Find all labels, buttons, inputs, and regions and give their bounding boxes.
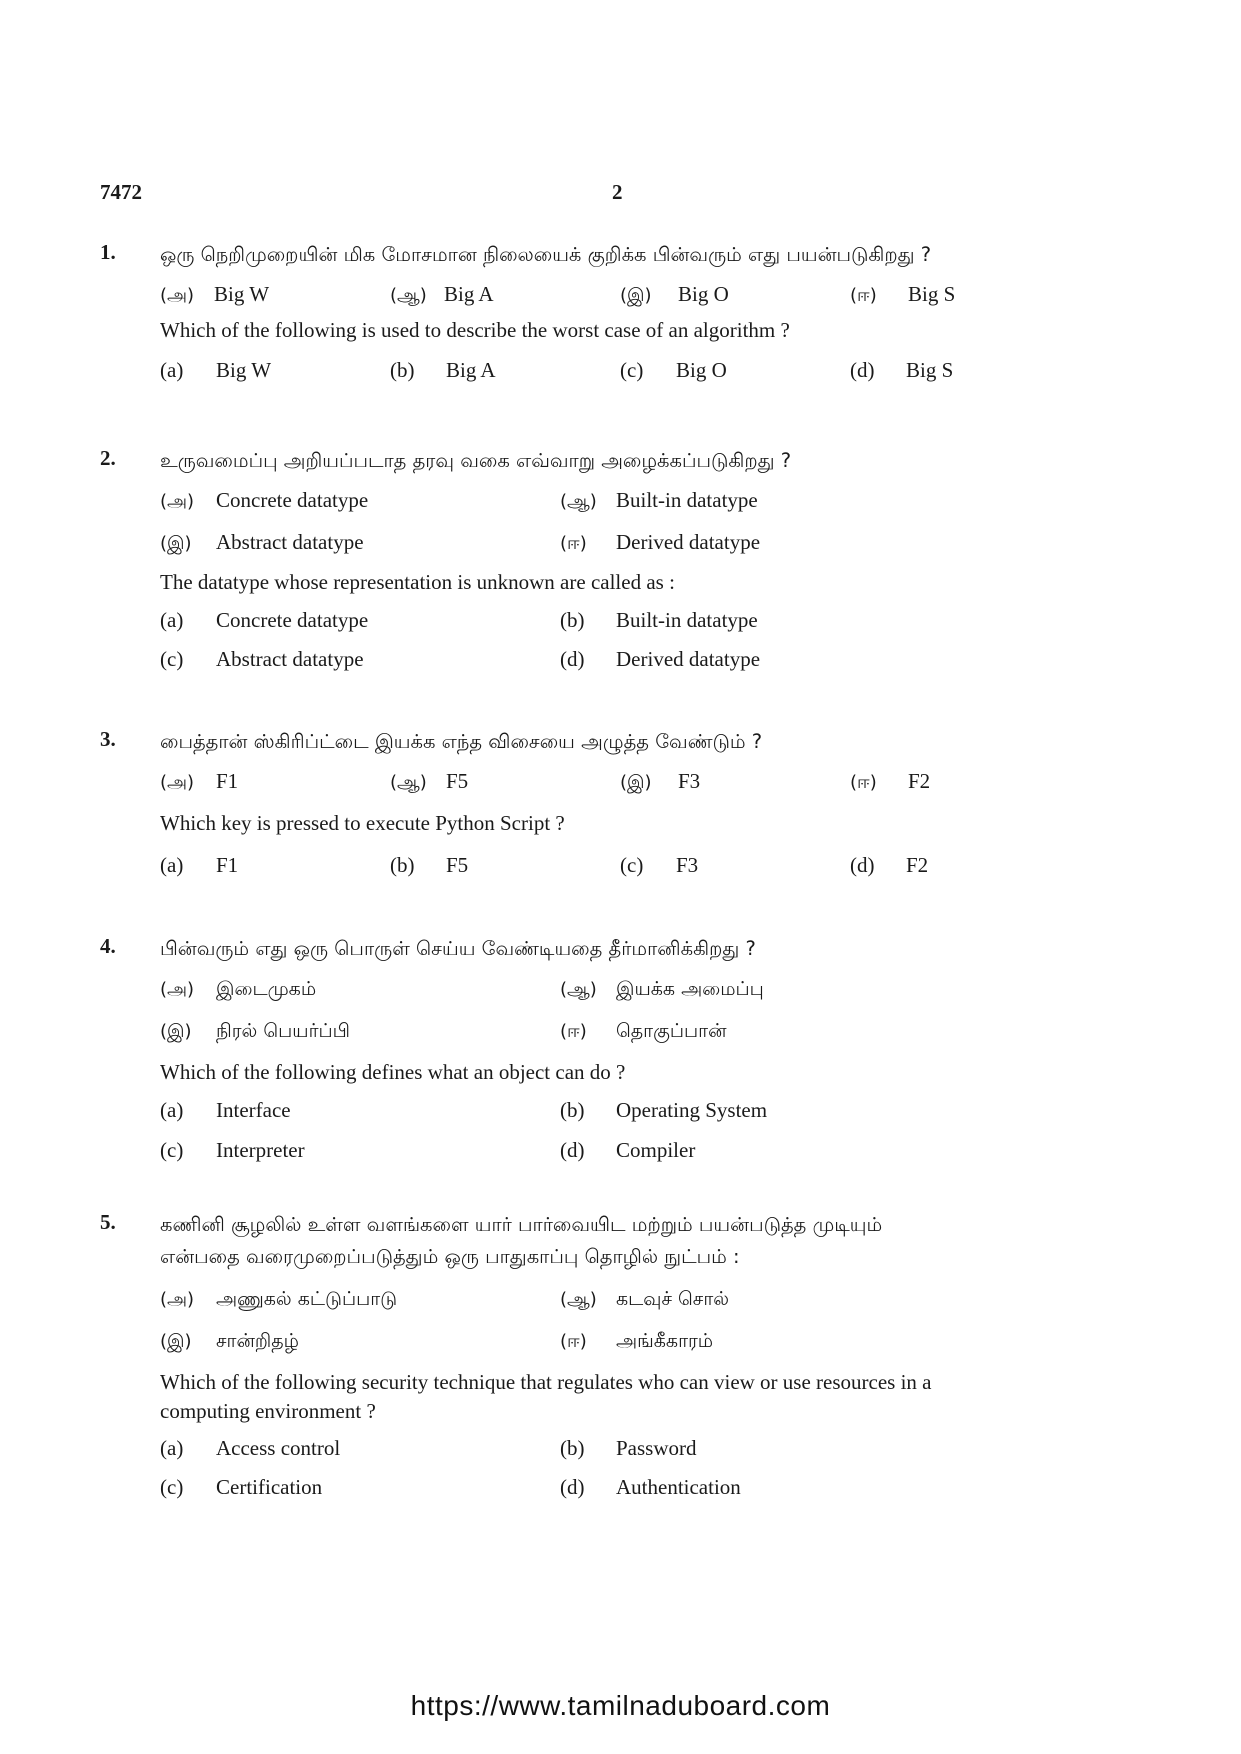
option-label: (ஆ)	[560, 491, 597, 512]
option-text: இயக்க அமைப்பு	[616, 978, 764, 1000]
option-label: (அ)	[160, 491, 195, 512]
question-number: 3.	[100, 727, 116, 751]
option-label: (d)	[560, 1138, 585, 1162]
option-label: (a)	[160, 853, 184, 877]
question-text-tamil: பின்வரும் எது ஒரு பொருள் செய்ய வேண்டியதை தீர்மானிக்கிறது ?	[160, 937, 756, 960]
option-a-tamil	[160, 486, 368, 516]
option-label: (ஈ)	[850, 285, 877, 306]
options-english	[160, 851, 1095, 880]
question-text-english: The datatype whose representation is unknown are called as :	[160, 570, 675, 594]
option-label: (d)	[560, 647, 585, 671]
option-label: (இ)	[160, 1021, 192, 1042]
option-text: Compiler	[616, 1138, 696, 1162]
question-number: 1.	[100, 240, 116, 264]
options-tamil-row1	[160, 974, 1095, 1016]
option-text: Big S	[906, 358, 954, 382]
option-d-english	[850, 851, 928, 880]
option-text: தொகுப்பான்	[616, 1020, 727, 1042]
option-label: (b)	[560, 608, 585, 632]
option-text: F5	[446, 769, 469, 793]
question-text-tamil: ஒரு நெறிமுறையின் மிக மோசமான நிலையைக் குறிக்க பின்வரும் எது பயன்படுகிறது ?	[160, 243, 932, 266]
option-a-tamil	[160, 767, 238, 797]
option-a-tamil	[160, 1284, 397, 1314]
option-label: (d)	[850, 358, 875, 382]
option-text: F1	[216, 769, 239, 793]
question-text-english: Which key is pressed to execute Python Script ?	[160, 811, 565, 835]
question-number: 2.	[100, 446, 116, 470]
option-d-english	[560, 1136, 695, 1165]
option-label: (a)	[160, 358, 184, 382]
option-text: நிரல் பெயர்ப்பி	[216, 1020, 350, 1042]
paper-code: 7472	[100, 180, 142, 204]
option-a-english	[160, 606, 368, 635]
option-label: (ஆ)	[560, 979, 597, 1000]
option-label: (அ)	[160, 772, 195, 793]
option-text: F2	[908, 769, 931, 793]
option-text: F2	[906, 853, 929, 877]
option-label: (அ)	[160, 285, 195, 306]
option-c-english	[160, 1473, 322, 1502]
option-c-tamil	[620, 280, 729, 310]
option-a-tamil	[160, 280, 269, 310]
options-tamil	[160, 767, 1095, 809]
option-text: Abstract datatype	[216, 530, 364, 554]
option-c-english	[620, 356, 727, 385]
option-d-english	[560, 645, 760, 674]
options-tamil-row2	[160, 1326, 1095, 1368]
question-text-tamil-line1: கணினி சூழலில் உள்ள வளங்களை யார் பார்வையிட மற்றும் பயன்படுத்த முடியும்	[160, 1213, 883, 1236]
option-text: Operating System	[616, 1098, 768, 1122]
options-tamil-row1	[160, 1284, 1095, 1326]
option-text: F3	[676, 853, 699, 877]
option-text: Derived datatype	[616, 530, 761, 554]
option-a-english	[160, 1096, 291, 1125]
option-text: Built-in datatype	[616, 488, 758, 512]
option-label: (c)	[160, 1138, 184, 1162]
option-d-tamil	[850, 767, 930, 797]
option-label: (c)	[160, 1475, 184, 1499]
option-label: (ஆ)	[390, 772, 427, 793]
option-label: (d)	[560, 1475, 585, 1499]
page-number: 2	[612, 180, 623, 204]
option-b-english	[390, 851, 468, 880]
question-body	[160, 727, 1095, 880]
option-d-tamil	[560, 1016, 727, 1046]
option-label: (d)	[850, 853, 875, 877]
option-b-english	[560, 1434, 697, 1463]
option-label: (அ)	[160, 1289, 195, 1310]
option-c-english	[160, 645, 364, 674]
option-label: (b)	[390, 853, 415, 877]
option-text: Big O	[678, 282, 729, 306]
option-label: (ஈ)	[850, 772, 877, 793]
option-c-english	[620, 851, 698, 880]
option-text: Big A	[444, 282, 494, 306]
option-text: F1	[216, 853, 239, 877]
option-text: Big S	[908, 282, 956, 306]
option-text: இடைமுகம்	[216, 978, 317, 1000]
options-english-row1	[160, 1434, 1095, 1473]
question-text-english-line2: computing environment ?	[160, 1399, 376, 1423]
option-c-tamil	[160, 1016, 350, 1046]
footer-url: https://www.tamilnaduboard.com	[410, 1690, 831, 1721]
option-label: (c)	[160, 647, 184, 671]
option-text: Big W	[214, 282, 270, 306]
option-text: அங்கீகாரம்	[616, 1330, 714, 1352]
option-b-english	[560, 606, 758, 635]
question-text-tamil: பைத்தான் ஸ்கிரிப்ட்டை இயக்க எந்த விசையை அழுத்த வேண்டும் ?	[160, 730, 763, 753]
option-label: (ஈ)	[560, 1021, 587, 1042]
options-tamil-row2	[160, 528, 1095, 568]
option-label: (ஈ)	[560, 1331, 587, 1352]
option-text: F3	[678, 769, 701, 793]
option-label: (a)	[160, 608, 184, 632]
question-body	[160, 934, 1095, 1165]
option-label: (b)	[390, 358, 415, 382]
question-number: 5.	[100, 1210, 116, 1234]
question-text-english-line1: Which of the following security technique that regulates who can view or use resources in a	[160, 1370, 932, 1394]
options-english-row1	[160, 606, 1095, 645]
option-b-tamil	[390, 767, 468, 797]
question-body	[160, 240, 1095, 385]
option-text: அணுகல் கட்டுப்பாடு	[216, 1288, 398, 1310]
option-label: (c)	[620, 853, 644, 877]
question-number: 4.	[100, 934, 116, 958]
option-text: F5	[446, 853, 469, 877]
option-d-tamil	[560, 528, 760, 558]
question-text-tamil-line2: என்பதை வரைமுறைப்படுத்தும் ஒரு பாதுகாப்பு தொழில் நுட்பம் :	[160, 1245, 740, 1268]
option-text: Concrete datatype	[216, 608, 369, 632]
option-label: (b)	[560, 1098, 585, 1122]
option-a-english	[160, 1434, 340, 1463]
option-a-tamil	[160, 974, 316, 1004]
option-a-english	[160, 356, 271, 385]
option-label: (ஈ)	[560, 533, 587, 554]
option-c-tamil	[160, 1326, 299, 1356]
option-text: Password	[616, 1436, 697, 1460]
option-c-english	[160, 1136, 305, 1165]
option-label: (இ)	[620, 772, 652, 793]
options-english	[160, 356, 1095, 385]
option-c-tamil	[620, 767, 700, 797]
option-c-tamil	[160, 528, 364, 558]
question-text-english: Which of the following defines what an object can do ?	[160, 1060, 626, 1084]
option-label: (இ)	[160, 533, 192, 554]
option-text: Big O	[676, 358, 727, 382]
options-tamil	[160, 280, 1095, 316]
option-label: (ஆ)	[390, 285, 427, 306]
option-label: (இ)	[620, 285, 652, 306]
option-text: Interpreter	[216, 1138, 305, 1162]
option-b-english	[560, 1096, 767, 1125]
option-b-tamil	[560, 974, 764, 1004]
option-label: (a)	[160, 1436, 184, 1460]
option-label: (b)	[560, 1436, 585, 1460]
option-d-tamil	[850, 280, 955, 310]
options-english-row2	[160, 645, 1095, 674]
option-label: (ஆ)	[560, 1289, 597, 1310]
options-tamil-row2	[160, 1016, 1095, 1058]
option-text: Big A	[446, 358, 496, 382]
option-label: (a)	[160, 1098, 184, 1122]
option-label: (இ)	[160, 1331, 192, 1352]
option-b-tamil	[560, 1284, 729, 1314]
option-text: Big W	[216, 358, 272, 382]
options-english-row2	[160, 1136, 1095, 1165]
options-tamil-row1	[160, 486, 1095, 528]
option-text: Derived datatype	[616, 647, 761, 671]
option-text: Concrete datatype	[216, 488, 369, 512]
option-label: (அ)	[160, 979, 195, 1000]
option-text: Abstract datatype	[216, 647, 364, 671]
question-text-english: Which of the following is used to describe the worst case of an algorithm ?	[160, 318, 790, 342]
option-text: Built-in datatype	[616, 608, 758, 632]
option-text: கடவுச் சொல்	[616, 1288, 730, 1310]
option-d-tamil	[560, 1326, 713, 1356]
option-text: Authentication	[616, 1475, 741, 1499]
option-label: (c)	[620, 358, 644, 382]
options-english-row2	[160, 1473, 1095, 1502]
option-text: சான்றிதழ்	[216, 1330, 299, 1352]
option-text: Certification	[216, 1475, 323, 1499]
option-b-english	[390, 356, 496, 385]
option-b-tamil	[560, 486, 758, 516]
question-body	[160, 446, 1095, 674]
option-text: Access control	[216, 1436, 341, 1460]
option-d-english	[560, 1473, 741, 1502]
option-d-english	[850, 356, 953, 385]
question-body	[160, 1210, 1095, 1502]
option-text: Interface	[216, 1098, 291, 1122]
question-text-tamil: உருவமைப்பு அறியப்படாத தரவு வகை எவ்வாறு அழைக்கப்படுகிறது ?	[160, 449, 792, 472]
options-english-row1	[160, 1096, 1095, 1136]
option-b-tamil	[390, 280, 494, 310]
option-a-english	[160, 851, 238, 880]
